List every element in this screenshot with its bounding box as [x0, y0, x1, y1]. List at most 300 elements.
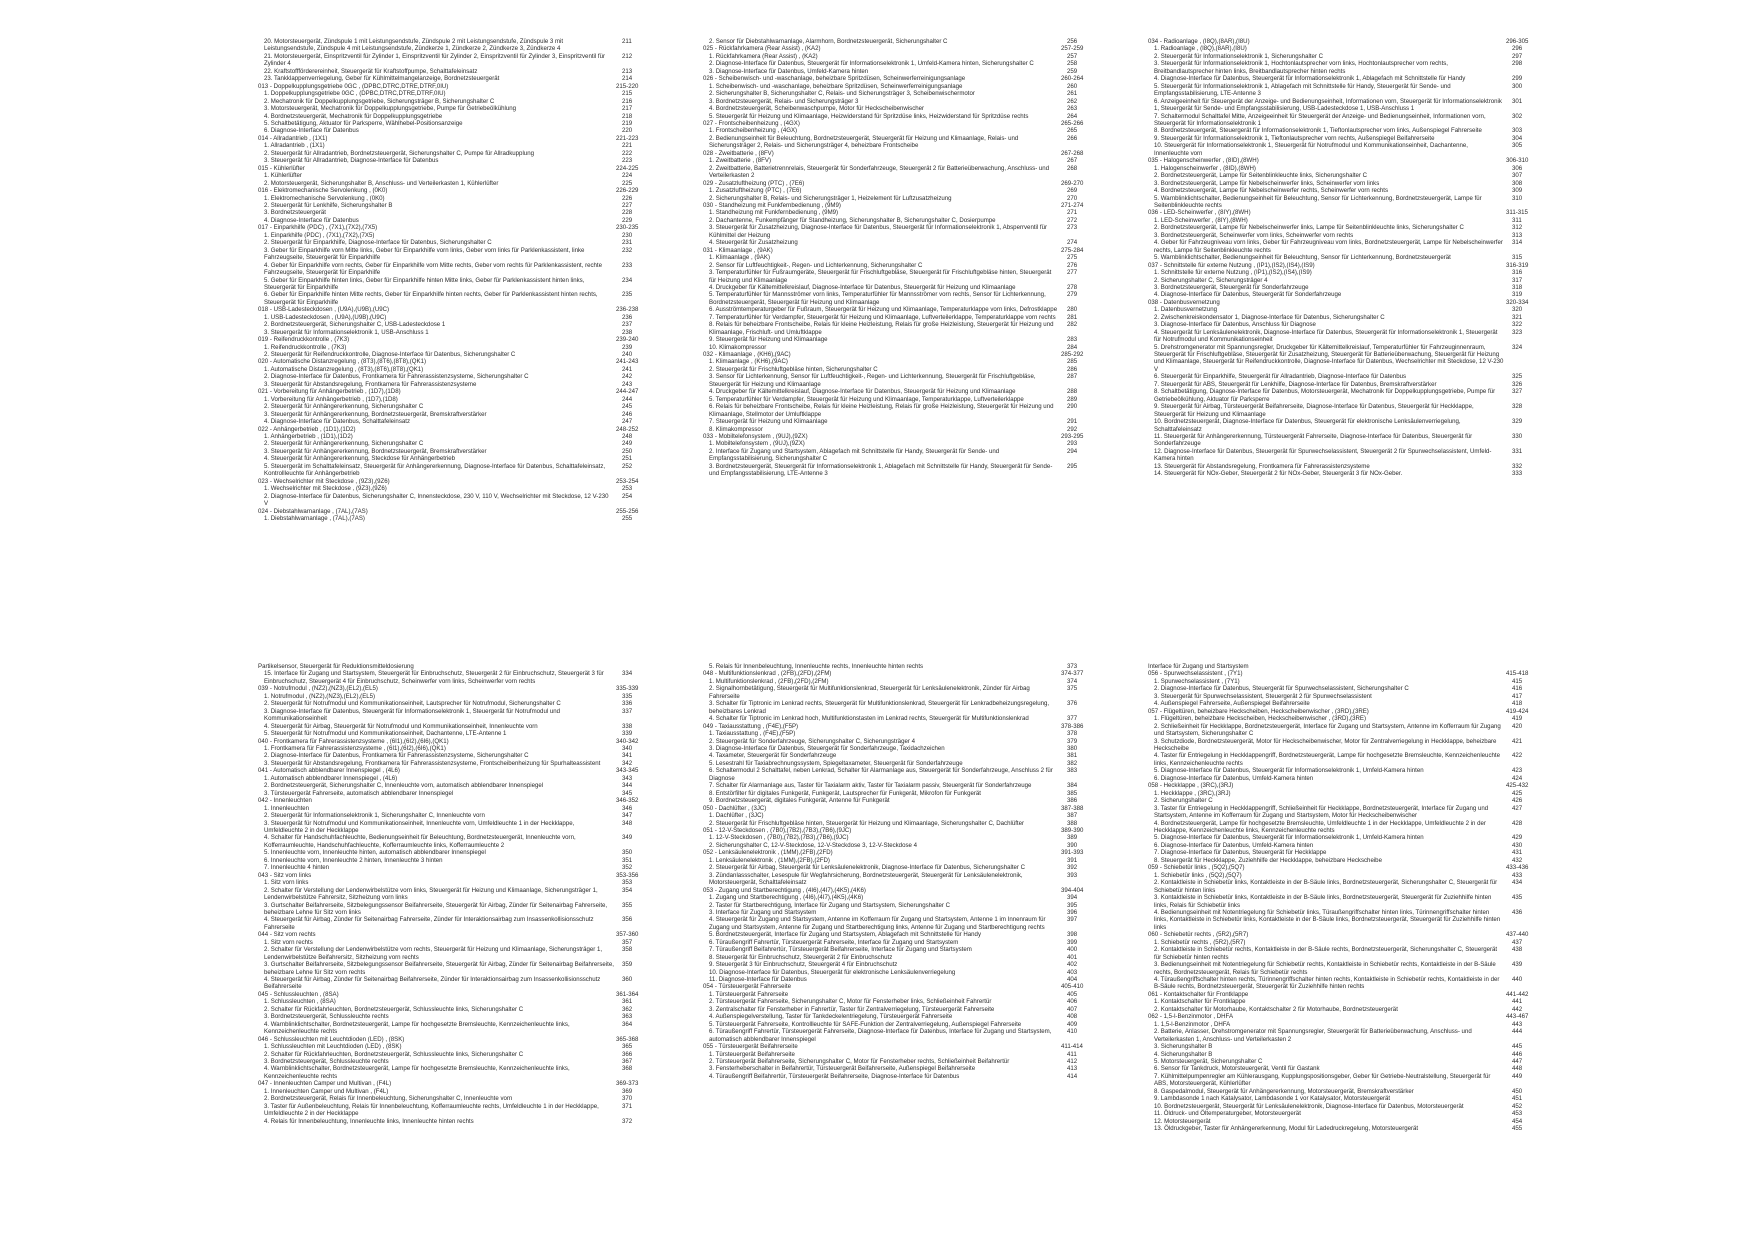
entry-page: 228 [622, 209, 633, 217]
entry-text: 2. Bedienungseinheit für Beleuchtung, Bordnetzsteuergerät, Steuergerät für Heizung und Klimaanlage, Relais- und Sicherungsträger 2, Relais- und Sicherungsträger 4, beheizbare Frontscheibe [709, 134, 1019, 150]
entry-text: 5. Geber für Einparkhilfe hinten links, Geber für Einparkhilfe hinten Mitte links, Geber für Parklenkassistent hinten links, Steuergerät für Einparkhilfe [264, 276, 585, 291]
entry-text: 11. Öldruck- und Öltemperaturgeber, Motorsteuergerät [1154, 1110, 1301, 1118]
entry-page: 447 [1512, 1058, 1523, 1066]
entry-text: 2. Steuergerät für Informationselektronik 1, Sicherungshalter C, Innenleuchte vorn [264, 812, 485, 820]
entry-page: 426 [1512, 797, 1523, 805]
entry-page: 448 [1512, 1065, 1523, 1073]
entry-page: 370 [622, 1095, 633, 1103]
entry-text: 3. Interface für Zugang und Startsystem [709, 908, 817, 916]
entry-page: 320 [1512, 306, 1523, 314]
entry-page: 419 [1512, 715, 1523, 723]
entry-page: 433 [1512, 871, 1523, 879]
entry-text: 4. Diagnose-Interface für Datenbus, Steuergerät für Informationselektronik 1, Ablagefach mit Schnittstelle für Handy [1154, 75, 1466, 83]
entry-text: 10. Klimakompressor [709, 343, 767, 351]
entry-page: 419-424 [1506, 707, 1529, 715]
entry-text: 020 - Automatische Distanzregelung , (8T3),(8T6),(8T8),(QK1) [258, 358, 426, 366]
index-entry [1148, 663, 1673, 670]
entry-page: 410 [1067, 1028, 1078, 1036]
entry-page: 366 [622, 1050, 633, 1058]
entry-page: 425-432 [1506, 782, 1529, 790]
entry-text: 3. Diagnose-Interface für Datenbus, Steuergerät für Informationselektronik 1, Steuergerät für Notrufmodul und Kommunikationseinheit [264, 707, 561, 723]
entry-text: 2. Steuergerät für Airbag, Steuergerät für Lenksäulenelektronik, Diagnose-Interface für Datenbus, Sicherungshalter C [709, 864, 1026, 872]
entry-page: 338 [622, 722, 633, 730]
entry-page: 389-390 [1061, 826, 1084, 834]
entry-page: 293-295 [1061, 433, 1084, 441]
entry-text: 1. Dachlüfter , (3JC) [709, 812, 764, 820]
entry-page: 301 [1512, 97, 1523, 105]
index-entry [1148, 75, 1673, 82]
entry-page: 444 [1512, 1028, 1523, 1036]
entry-text: 9. Steuergerät 3 für Einbruchschutz, Steuergerät 4 für Einbruchschutz [709, 961, 898, 969]
entry-text: 3. Bedienungseinheit mit Notentriegelung für Schiebetür rechts, Kontaktleiste in Schiebetür rechts, Kontaktleiste in der B-Säule rechts, Bordnetzsteuergerät, Relais für Schiebetür rechts [1154, 961, 1496, 976]
entry-text: 2. Schalter für Rückfahrleuchten, Bordnetzsteuergerät, Schlussleuchte links, Sicherungshalter C [264, 1050, 524, 1058]
entry-page: 385 [1067, 789, 1078, 797]
entry-text: 2. Bordnetzsteuergerät, Relais für Innenbeleuchtung, Sicherungshalter C, Innenleuchte vorn [264, 1095, 513, 1103]
entry-page: 407 [1067, 1005, 1078, 1013]
entry-page: 220 [622, 127, 633, 135]
entry-page: 287 [1067, 373, 1078, 381]
entry-text: 2. Sensor für Diebstahlwarnanlage, Alarmhorn, Bordnetzsteuergerät, Sicherungshalter C [709, 38, 948, 45]
index-entry [1148, 98, 1673, 113]
entry-text: 1. USB-Ladesteckdosen , (U9A),(U9B),(U9C) [264, 313, 387, 321]
entry-text: 3. Steuergerät für Notrufmodul und Kommunikationseinheit, Innenleuchte vorn, Umfeldleuchte 1 in der Heckklappe, Umfeldleuchte 2 in der Heckklappe [264, 819, 575, 834]
entry-text: 1. Zugang und Startberechtigung , (4I6),(4I7),(4K5),(4K6) [709, 894, 864, 902]
entry-text: 8. Relais für beheizbare Frontscheibe, Relais für kleine Heizleistung, Relais für große Heizleistung, Steuergerät für Heizung und Klimaanlage, Frischluft- und Umluftklappe [709, 321, 1054, 336]
index-entry [1148, 284, 1673, 291]
entry-text: 4. Steuergerät für Airbag, Zünder für Seitenairbag Fahrerseite, Zünder für Interaktionsairbag zum Insassenkollisionsschutz Fahrerseite [264, 916, 594, 931]
entry-page: 225 [622, 179, 633, 187]
index-entry [1148, 805, 1673, 820]
entry-text: 4. Außenspiegelverstellung, Taster für Tankdeckelentriegelung, Türsteuergerät Fahrerseite [709, 1013, 953, 1021]
entry-text: 6. Innenleuchte vorn, Innenleuchte 2 hinten, Innenleuchte 3 hinten [264, 856, 443, 864]
entry-page: 373 [1067, 663, 1078, 670]
entry-text: 4. Druckgeber für Kältemittelkreislauf, Diagnose-Interface für Datenbus, Steuergerät für Heizung und Klimaanlage [709, 283, 1016, 291]
index-entry [1148, 820, 1673, 835]
entry-text: 5. Motorsteuergerät, Sicherungshalter C [1154, 1058, 1263, 1066]
entry-text: 1. LED-Scheinwerfer , (8IY),(8WH) [1154, 216, 1248, 224]
entry-page: 421 [1512, 737, 1523, 745]
entry-page: 269 [1067, 187, 1078, 195]
entry-page: 309 [1512, 187, 1523, 195]
entry-text: 23. Tankklappenverriegelung, Geber für Kühlmittelmangelanzeige, Bordnetzsteuergerät [264, 75, 500, 83]
entry-page: 346-352 [616, 797, 639, 805]
entry-page: 429 [1512, 834, 1523, 842]
entry-page: 218 [622, 112, 633, 120]
entry-text: 4. Bordnetzsteuergerät, Mechatronik für Doppelkupplungsgetriebe [264, 112, 443, 120]
entry-page: 278 [1067, 283, 1078, 291]
entry-text: 4. Taxameter, Steuergerät für Sonderfahrzeuge [709, 752, 837, 760]
entry-text: 026 - Scheibenwisch- und -waschanlage, beheizbare Spritzdüsen, Scheinwerferreinigungsanlage [703, 75, 966, 83]
entry-page: 394 [1067, 894, 1078, 902]
index-entry [1148, 113, 1673, 128]
entry-text: 3. Motorsteuergerät, Mechatronik für Doppelkupplungsgetriebe, Pumpe für Getriebeölkühlung [264, 105, 517, 113]
entry-text: 052 - Lenksäulenelektronik , (1MM),(2FB),(2FD) [703, 849, 833, 857]
entry-page: 352 [622, 864, 633, 872]
entry-page: 432 [1512, 856, 1523, 864]
entry-page: 411 [1067, 1050, 1077, 1058]
entry-text: 2. Diagnose-Interface für Datenbus, Steuergerät für Informationselektronik 1, Umfeld-Kamera hinten, Sicherungshalter C [709, 60, 1034, 68]
entry-text: 1. Zusatzluftheizung (PTC) , (7E6) [709, 187, 802, 195]
entry-page: 403 [1067, 968, 1078, 976]
entry-page: 401 [1067, 953, 1078, 961]
index-entry [1148, 872, 1673, 879]
entry-text: 013 - Doppelkupplungsgetriebe 0GC , (DPBC,DTRC,DTRE,DTRF,0IU) [258, 82, 449, 90]
entry-page: 322 [1512, 321, 1523, 329]
entry-page: 262 [1067, 97, 1078, 105]
entry-text: 13. Steuergerät für Abstandsregelung, Frontkamera für Fahrerassistenzsysteme [1154, 462, 1370, 470]
index-entry [1148, 187, 1673, 194]
entry-text: 3. Gurtschalter Beifahrerseite, Sitzbelegungssensor Beifahrerseite, Steuergerät für Airbag, Zünder für Seitenairbag Beifahrerseite, beheizbare Lehne für Sitz vorn rechts [264, 961, 614, 976]
entry-text: 049 - Taxiausstattung , (F4E),(F5P) [703, 722, 799, 730]
entry-text: 6. Sensor für Tankdruck, Motorsteuergerät, Ventil für Gastank [1154, 1065, 1320, 1073]
entry-page: 257 [1067, 52, 1078, 60]
entry-text: 1. Zweitbatterie , (8FV) [709, 157, 771, 165]
entry-page: 339 [622, 730, 633, 738]
entry-page: 244-247 [616, 388, 639, 396]
entry-text: 2. Sicherungshalter C, Sicherungsträger 4 [1154, 276, 1268, 284]
entry-text: 042 - Innenleuchten [258, 797, 312, 805]
entry-page: 240 [622, 351, 633, 359]
entry-page: 266 [1067, 134, 1078, 142]
entry-text: 1. Mobiltelefonsystem , (9UJ),(9ZX) [709, 440, 805, 448]
entry-text: 1. Klimaanlage , (9AK) [709, 254, 770, 262]
entry-page: 231 [622, 239, 633, 247]
entry-text: 1. Kühlerlüfter [264, 172, 302, 180]
index-entry [1148, 849, 1673, 856]
entry-page: 222 [622, 149, 633, 157]
entry-page: 441-442 [1506, 990, 1529, 998]
entry-text: 13. Öldruckgeber, Taster für Anhängererkennung, Modul für Ladedruckregelung, Motorsteuergerät [1154, 1125, 1419, 1133]
entry-text: 062 - 1,5-l-Benzinmotor , DHFA [1148, 1013, 1234, 1021]
entry-page: 261 [1067, 90, 1078, 98]
entry-page: 268 [1067, 164, 1078, 172]
entry-text: 2. Sicherungshalter C, 12-V-Steckdose, 12-V-Steckdose 3, 12-V-Steckdose 4 [709, 841, 917, 849]
index-entry [1148, 165, 1673, 172]
entry-text: 1. Diebstahlwarnanlage , (7AL),(7AS) [264, 515, 365, 522]
index-entry [1148, 834, 1673, 841]
index-entry [1148, 329, 1673, 344]
entry-text: 059 - Schiebetür links , (5Q2),(5Q7) [1148, 864, 1245, 872]
entry-text: 2. Interface für Zugang und Startsystem, Ablagefach mit Schnittstelle für Handy, Steuergerät für Sende- und Empfangsstabilisierung, Sicherungshalter C [709, 447, 1000, 463]
index-entry [1148, 998, 1673, 1005]
entry-text: 4. Bedienungseinheit mit Notentriegelung für Schiebetür links, Türaußengriffschalter hinten links, Türinnengriffschalter hinten links, Kontaktleiste in Schiebetür links, Kontaktleiste in der B-Säule links, Bordnetzsteuergerät, Steuergerät für Zuziehhilfe hinten links [1154, 908, 1501, 931]
entry-text: 5. Türsteuergerät Fahrerseite, Kontrollleuchte für SAFE-Funktion der Zentralverriegelung, Außenspiegel Fahrerseite [709, 1020, 1022, 1028]
entry-page: 356 [622, 916, 633, 924]
entry-page: 424 [1512, 774, 1523, 782]
entry-text: 2. Steuergerät für Einparkhilfe, Diagnose-Interface für Datenbus, Sicherungshalter C [264, 239, 492, 247]
entry-page: 277 [1067, 269, 1078, 277]
entry-text: 6. Türaußengriff Fahrertür, Türsteuergerät Fahrerseite, Interface für Zugang und Startsystem [709, 938, 959, 946]
entry-page: 275-284 [1061, 246, 1084, 254]
index-column-bottom-right [1148, 663, 1673, 1219]
entry-text: 2. Taster für Startberechtigung, Interface für Zugang und Startsystem, Sicherungshalter C [709, 901, 951, 909]
entry-page: 260 [1067, 82, 1078, 90]
entry-text: 041 - Automatisch abblendbarer Innenspiegel , (4L6) [258, 767, 400, 775]
entry-text: 058 - Heckklappe , (3RC),(3RJ) [1148, 782, 1234, 790]
entry-text: 024 - Diebstahlwarnanlage , (7AL),(7AS) [258, 507, 368, 515]
entry-page: 260-264 [1061, 75, 1084, 83]
entry-page: 430 [1512, 841, 1523, 849]
entry-page: 271 [1067, 209, 1078, 217]
entry-page: 281 [1067, 313, 1078, 321]
index-entry [1148, 752, 1673, 767]
entry-text: 4. Bordnetzsteuergerät, Lampe für hochgesetzte Bremsleuchte, Umfeldleuchte 1 in der Heckklappe, Umfeldleuchte 2 in der Heckklappe, Kennzeichenleuchte links, Kennzeichenleuchte rechts [1154, 819, 1486, 834]
entry-text: 2. Bordnetzsteuergerät, Sicherungshalter C, Innenleuchte vorn, automatisch abblendbarer Innenspiegel [264, 782, 544, 790]
entry-text: 3. Bordnetzsteuergerät, Scheinwerfer vorn links, Scheinwerfer vorn rechts [1154, 231, 1354, 239]
entry-page: 258 [1067, 60, 1078, 68]
entry-text: 3. Steuergerät für Abstandsregelung, Frontkamera für Fahrerassistenzsysteme, Frontscheibenheizung für Spurhalteassistent [264, 759, 601, 767]
entry-text: 1. Automatisch abblendbarer Innenspiegel , (4L6) [264, 774, 398, 782]
entry-page: 387-388 [1061, 804, 1084, 812]
entry-page: 428 [1512, 819, 1523, 827]
entry-text: 5. Schaltbetätigung, Aktuator für Parksperre, Wählhebel-Positionsanzeige [264, 119, 463, 127]
entry-text: 3. Steuergerät für Abstandsregelung, Frontkamera für Fahrerassistenzsysteme [264, 380, 477, 388]
entry-page: 283 [1067, 336, 1078, 344]
entry-text: 10. Bordnetzsteuergerät, Diagnose-Interface für Datenbus, Steuergerät für elektronische Lenksäulenverriegelung, Schalttafeleinsatz [1154, 418, 1461, 433]
entry-text: 2. Diagnose-Interface für Datenbus, Steuergerät für Spurwechselassistent, Sicherungshalter C [1154, 685, 1409, 693]
entry-text: 1. Sitz vorn links [264, 879, 309, 887]
entry-text: 4. Bordnetzsteuergerät, Scheibenwaschpumpe, Motor für Heckscheibenwischer [709, 105, 925, 113]
entry-text: 12. Diagnose-Interface für Datenbus, Steuergerät für Spurwechselassistent, Steuergerät 2 für Spurwechselassistent, Umfeld-Kamera hinten [1154, 447, 1492, 463]
entry-text: 055 - Türsteuergerät Beifahrerseite [703, 1043, 798, 1051]
entry-text: 4. Steuergerät für Airbag, Zünder für Seitenairbag Beifahrerseite, Zünder für Interaktionsairbag zum Insassenkollisionsschutz Beifahrerseite [264, 976, 601, 991]
entry-page: 294 [1067, 447, 1078, 455]
entry-page: 297 [1512, 52, 1523, 60]
index-entry [1148, 127, 1673, 134]
entry-page: 423 [1512, 767, 1523, 775]
entry-text: 10. Diagnose-Interface für Datenbus, Steuergerät für elektronische Lenksäulenverriegelung [709, 968, 956, 976]
entry-page: 328 [1512, 403, 1523, 411]
entry-page: 230 [622, 231, 633, 239]
entry-page: 340-342 [616, 737, 639, 745]
index-entry [1148, 463, 1673, 470]
entry-page: 320-334 [1506, 298, 1529, 306]
entry-page: 394-404 [1061, 886, 1084, 894]
entry-text: 11. Steuergerät für Anhängererkennung, Türsteuergerät Fahrerseite, Diagnose-Interface für Datenbus, Steuergerät für Sonderfahrzeuge [1154, 433, 1473, 448]
entry-page: 223 [622, 157, 633, 165]
entry-text: 1. Taxiausstattung , (F4E),(F5P) [709, 730, 796, 738]
entry-text: 4. Druckgeber für Kältemittelkreislauf, Diagnose-Interface für Datenbus, Steuergerät für Heizung und Klimaanlage [709, 388, 1016, 396]
entry-page: 434 [1512, 879, 1523, 887]
entry-text: 3. Zündanlassschalter, Lesespule für Wegfahrsicherung, Bordnetzsteuergerät, Steuergerät für Lenksäulenelektronik, Motorsteuergerät, Schalttafeleinsatz [709, 871, 1023, 887]
entry-page: 376 [1067, 700, 1078, 708]
entry-page: 396 [1067, 908, 1078, 916]
entry-page: 449 [1512, 1072, 1523, 1080]
entry-page: 381 [1067, 752, 1078, 760]
index-entry [1148, 715, 1673, 722]
entry-page: 319 [1512, 291, 1523, 299]
entry-page: 402 [1067, 961, 1078, 969]
entry-page: 271-274 [1061, 201, 1084, 209]
index-entry [1148, 418, 1673, 433]
entry-text: 040 - Frontkamera für Fahrerassistenzsysteme , (6I1),(6I2),(6I6),(QK1) [258, 737, 449, 745]
entry-page: 255-256 [616, 507, 639, 515]
entry-page: 326 [1512, 380, 1523, 388]
entry-text: 7. Diagnose-Interface für Datenbus, Steuergerät für Heckklappe [1154, 849, 1327, 857]
index-entry [1148, 1006, 1673, 1013]
entry-page: 323 [1512, 328, 1523, 336]
entry-page: 249 [622, 440, 633, 448]
entry-page: 340 [622, 744, 633, 752]
entry-page: 252 [622, 462, 633, 470]
entry-text: 1. Innenleuchten [264, 804, 310, 812]
entry-text: 3. Türsteuergerät Fahrerseite, automatisch abblendbarer Innenspiegel [264, 789, 454, 797]
entry-page: 314 [1512, 239, 1523, 247]
entry-text: 3. Schalter für Tiptronic im Lenkrad rechts, Steuergerät für Multifunktionslenkrad, Steuergerät für Lenkradbeheizungsregelung, beheizbares Lenkrad [709, 700, 1050, 715]
entry-page: 368 [622, 1065, 633, 1073]
entry-text: 2. Sensor für Luftfeuchtigkeit-, Regen- und Lichterkennung, Sicherungshalter C [709, 261, 923, 269]
index-entry [1148, 1125, 1673, 1132]
entry-text: 11. Diagnose-Interface für Datenbus [709, 976, 807, 984]
entry-text: 1. Flügeltüren, beheizbare Heckscheiben, Heckscheibenwischer , (3RD),(3RE) [1154, 715, 1367, 723]
entry-text: 1. Allradantrieb , (1X1) [264, 142, 325, 150]
index-entry [1148, 1073, 1673, 1088]
entry-page: 440 [1512, 976, 1523, 984]
entry-page: 427 [1512, 804, 1523, 812]
entry-text: 036 - LED-Scheinwerfer , (8IY),(8WH) [1148, 209, 1251, 217]
entry-page: 382 [1067, 759, 1078, 767]
entry-page: 267-268 [1061, 149, 1084, 157]
entry-text: 028 - Zweitbatterie , (8FV) [703, 149, 774, 157]
entry-page: 245 [622, 403, 633, 411]
entry-page: 395 [1067, 901, 1078, 909]
entry-page: 378-386 [1061, 722, 1084, 730]
entry-text: 3. Bordnetzsteuergerät, Relais- und Sicherungsträger 3 [709, 97, 859, 105]
entry-text: 7. Temperaturfühler für Verdampfer, Steuergerät für Heizung und Klimaanlage, Luftverteilerklappe, Temperaturklappe vorn rechts [709, 313, 1056, 321]
entry-text: 5. Diagnose-Interface für Datenbus, Steuergerät für Informationselektronik 1, Umfeld-Kamera hinten [1154, 767, 1424, 775]
entry-text: 050 - Dachlüfter , (3JC) [703, 804, 767, 812]
entry-page: 257-259 [1061, 45, 1084, 53]
entry-page: 236-238 [616, 306, 639, 314]
entry-text: 4. Sicherungshalter B [1154, 1050, 1213, 1058]
entry-page: 384 [1067, 782, 1078, 790]
index-entry [1148, 277, 1673, 284]
entry-text: 10. Bordnetzsteuergerät, Steuergerät für Lenksäulenelektronik, Diagnose-Interface für Datenbus, Motorsteuergerät [1154, 1102, 1464, 1110]
entry-text: 3. Geber für Einparkhilfe vorn Mitte links, Geber für Einparkhilfe vorn links, Geber vorn links für Parklenkassistent, linke Fahrzeugseite, Steuergerät für Einparkhilfe [264, 246, 585, 262]
entry-page: 253 [622, 485, 633, 493]
entry-text: 2. Signalhornbetätigung, Steuergerät für Multifunktionslenkrad, Steuergerät für Lenksäulenelektronik, Zünder für Airbag Fahrerseite [709, 685, 1030, 700]
entry-page: 273 [1067, 224, 1078, 232]
entry-text: 2. Batterie, Anlasser, Drehstromgenerator mit Spannungsregler, Steuergerät für Batterieüberwachung, Anschluss- und Verteilerkasten 1, Anschluss- und Verteilerkasten 2 [1154, 1028, 1472, 1043]
entry-text: 029 - Zusatzluftheizung (PTC) , (7E6) [703, 179, 805, 187]
entry-page: 371 [622, 1102, 633, 1110]
entry-text: 5. Warnblinklichtschalter, Bedienungseinheit für Beleuchtung, Sensor für Lichterkennung, Bordnetzsteuergerät, Lampe für Seitenblinkleuchte rechts [1154, 194, 1482, 209]
entry-text: 6. Diagnose-Interface für Datenbus, Umfeld-Kamera hinten [1154, 774, 1314, 782]
entry-text: 060 - Schiebetür rechts , (5R2),(5R7) [1148, 931, 1249, 939]
index-entry [1148, 976, 1673, 991]
index-entry [1148, 38, 1673, 45]
entry-text: 3. Bordnetzsteuergerät, Steuergerät für Informationselektronik 1, Ablagefach mit Schnittstelle für Handy, Steuergerät für Sende- und Empfangsstabilisierung, LTE-Antenne 3 [709, 462, 1053, 478]
entry-text: 8. Schaltbetätigung, Diagnose-Interface für Datenbus, Motorsteuergerät, Mechatronik für Doppelkupplungsgetriebe, Pumpe für Getriebeölkühlung, Aktuator für Parksperre [1154, 388, 1496, 403]
entry-text: 7. Innenleuchte 4 hinten [264, 864, 330, 872]
entry-text: 12. Motorsteuergerät [1154, 1117, 1211, 1125]
entry-text: 048 - Multifunktionslenkrad , (2FB),(2FD),(2FM) [703, 670, 832, 678]
entry-text: 051 - 12-V-Steckdosen , (7B0),(7B2),(7B3),(7B6),(9JC) [703, 826, 852, 834]
entry-text: 3. Diagnose-Interface für Datenbus, Steuergerät für Sonderfahrzeuge, Taxidachzeichen [709, 744, 945, 752]
entry-text: 035 - Halogenscheinwerfer , (8ID),(8WH) [1148, 157, 1259, 165]
index-entry [1148, 991, 1673, 998]
entry-page: 226-229 [616, 187, 639, 195]
entry-page: 417 [1512, 692, 1523, 700]
entry-text: 3. Kontaktleiste in Schiebetür links, Kontaktleiste in der B-Säule links, Bordnetzsteuergerät, Steuergerät für Zuziehhilfe hinten links, Relais für Schiebetür links [1154, 894, 1492, 909]
entry-text: 15. Interface für Zugang und Startsystem, Steuergerät für Einbruchschutz, Steuergerät 2 für Einbruchschutz, Steuergerät 3 für Einbruchschutz, Steuergerät 4 für Einbruchschutz, Scheinwerfer vorn links, Scheinwerfer vorn rechts [264, 670, 604, 685]
entry-page: 230-235 [616, 224, 639, 232]
index-entry [1148, 1110, 1673, 1117]
index-entry [1148, 767, 1673, 774]
entry-page: 342 [622, 759, 633, 767]
entry-page: 306 [1512, 164, 1523, 172]
entry-text: 3. Schutzdiode, Bordnetzsteuergerät, Motor für Heckscheibenwischer, Motor für Zentralverriegelung in Heckklappe, beheizbare Heckscheibe [1154, 737, 1497, 752]
entry-page: 332 [1512, 462, 1523, 470]
index-entry [1148, 135, 1673, 142]
index-entry [1148, 388, 1673, 403]
entry-page: 239 [622, 343, 633, 351]
entry-page: 343-345 [616, 767, 639, 775]
entry-page: 374 [1067, 677, 1078, 685]
entry-text: 9. Bordnetzsteuergerät, digitales Funkgerät, Antenne für Funkgerät [709, 797, 890, 805]
entry-text: 030 - Standheizung mit Funkfernbedienung , (9M9) [703, 201, 841, 209]
index-entry [1148, 373, 1673, 380]
entry-text: 2. Schließeinheit für Heckklappe, Bordnetzsteuergerät, Interface für Zugang und Startsystem, Antenne im Kofferraum für Zugang und Startsystem, Sicherungshalter C [1154, 722, 1501, 738]
entry-page: 241-243 [616, 358, 639, 366]
entry-page: 362 [622, 1005, 633, 1013]
index-entry [1148, 53, 1673, 60]
entry-text: 1. Schlussleuchten , (8SA) [264, 998, 336, 1006]
entry-page: 452 [1512, 1102, 1523, 1110]
entry-page: 405-410 [1061, 983, 1084, 991]
entry-page: 333 [1512, 470, 1523, 478]
index-entry [1148, 678, 1673, 685]
entry-text: 2. Steuergerät für Frischluftgebläse hinten, Steuergerät für Heizung und Klimaanlage, Sicherungshalter C, Dachlüfter [709, 819, 1025, 827]
index-entry [1148, 60, 1673, 75]
entry-text: 025 - Rückfahrkamera (Rear Assist) , (KA2) [703, 45, 821, 53]
index-entry [1148, 172, 1673, 179]
entry-page: 422 [1512, 752, 1523, 760]
entry-text: 2. Mechatronik für Doppelkupplungsgetriebe, Sicherungsträger B, Sicherungshalter C [264, 97, 495, 105]
index-entry [1148, 1095, 1673, 1102]
entry-text: 1. Automatische Distanzregelung , (8T3),(8T6),(8T8),(QK1) [264, 365, 424, 373]
entry-text: 034 - Radioanlage , (I8Q),(8AR),(I8U) [1148, 38, 1250, 45]
entry-text: 1. Lenksäulenelektronik , (1MM),(2FB),(2FD) [709, 856, 830, 864]
entry-page: 304 [1512, 134, 1523, 142]
entry-page: 446 [1512, 1050, 1523, 1058]
entry-text: 6. Anzeigeeinheit für Steuergerät der Anzeige- und Bedienungseinheit, Informationen vorn, Steuergerät für Informationselektronik 1, Steuergerät für Sende- und Empfangsstabilisierung, USB-Ladesteckdose 1, USB-Anschluss 1 [1154, 97, 1502, 113]
entry-page: 420 [1512, 722, 1523, 730]
entry-page: 334 [622, 670, 633, 678]
index-entry [1148, 685, 1673, 692]
entry-page: 224-225 [616, 164, 639, 172]
index-entry [1148, 797, 1673, 804]
entry-text: 033 - Mobiltelefonsystem , (9UJ),(9ZX) [703, 433, 808, 441]
entry-page: 347 [622, 812, 633, 820]
entry-page: 306-310 [1506, 157, 1529, 165]
entry-page: 361 [622, 998, 633, 1006]
entry-text: 1. Schnittstelle für externe Nutzung , (IP1),(IS2),(IS4),(IS9) [1154, 269, 1312, 277]
entry-page: 295 [1067, 462, 1078, 470]
entry-text: 1. Kontaktschalter für Frontklappe [1154, 998, 1246, 1006]
entry-page: 269-270 [1061, 179, 1084, 187]
entry-text: 1. Türsteuergerät Fahrerseite [709, 990, 789, 998]
entry-text: 1. Scheibenwisch- und -waschanlage, beheizbare Spritzdüsen, Scheinwerferreinigungsanlage [709, 82, 963, 90]
entry-text: 5. Steuergerät für Informationselektronik 1, Ablagefach mit Schnittstelle für Handy, Steuergerät für Sende- und Empfangsstabilisierung, LTE-Antenne 3 [1154, 82, 1451, 98]
entry-page: 377 [1067, 715, 1078, 723]
entry-page: 346 [622, 804, 633, 812]
entry-text: 4. Warnblinklichtschalter, Bordnetzsteuergerät, Lampe für hochgesetzte Bremsleuchte, Kennzeichenleuchte links, Kennzeichenleuchte rechts [264, 1065, 570, 1080]
entry-page: 397 [1067, 916, 1078, 924]
entry-page: 300 [1512, 82, 1523, 90]
entry-page: 282 [1067, 321, 1078, 329]
entry-text: 1. Notrufmodul , (NZ2),(NZ3),(EL2),(EL5) [264, 692, 376, 700]
